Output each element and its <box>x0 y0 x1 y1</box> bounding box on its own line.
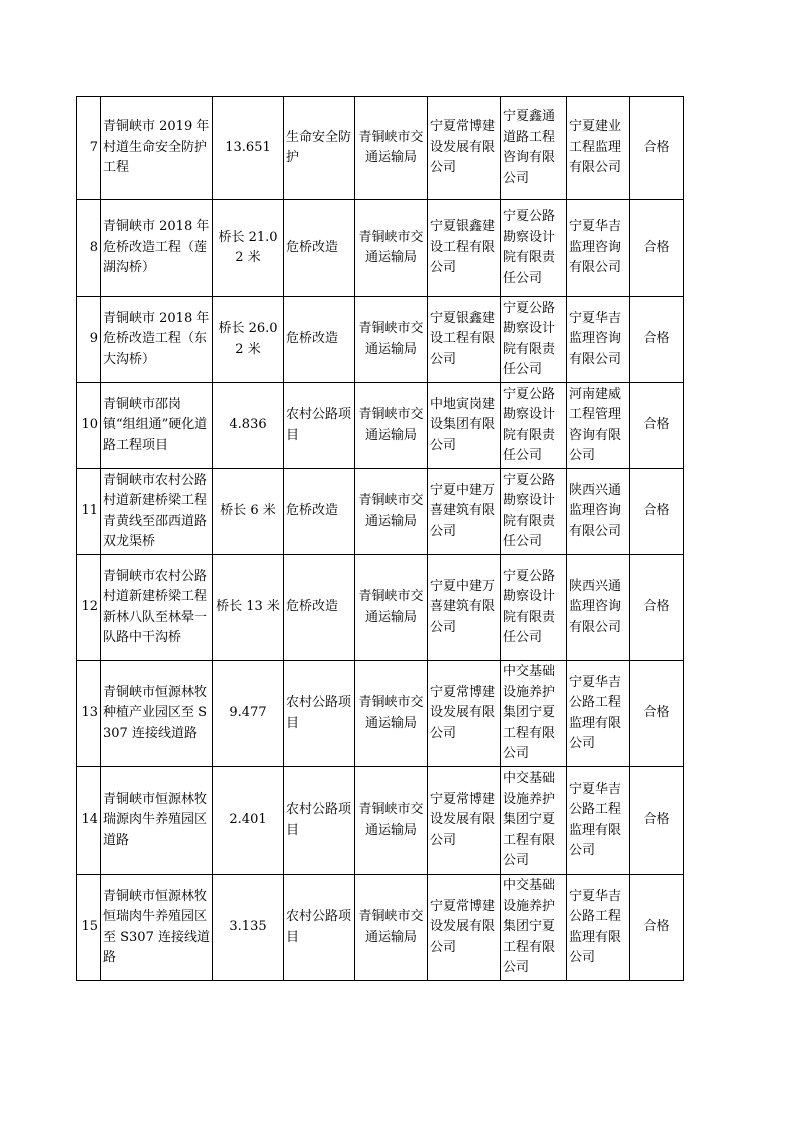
project-type-cell: 危桥改造 <box>284 469 355 555</box>
design-unit-cell: 宁夏公路勘察设计院有限责任公司 <box>501 297 567 383</box>
project-scale-cell: 桥长 21.02 米 <box>213 200 284 297</box>
owner-unit-cell: 青铜峡市交通运输局 <box>355 469 428 555</box>
construction-unit-cell: 宁夏中建万喜建筑有限公司 <box>428 555 501 661</box>
inspection-result-cell: 合格 <box>630 297 684 383</box>
design-unit-cell: 宁夏鑫通道路工程咨询有限公司 <box>501 97 567 200</box>
project-table <box>76 96 684 981</box>
supervision-unit-cell: 宁夏华吉公路工程监理有限公司 <box>567 767 630 875</box>
supervision-unit-cell: 宁夏华吉监理咨询有限公司 <box>567 200 630 297</box>
project-name-cell: 青铜峡市邵岗镇“组组通”硬化道路工程项目 <box>101 383 213 469</box>
project-scale-cell: 4.836 <box>213 383 284 469</box>
table-row <box>77 297 684 383</box>
construction-unit-cell: 宁夏常博建设发展有限公司 <box>428 97 501 200</box>
project-type-cell: 危桥改造 <box>284 555 355 661</box>
owner-unit-cell: 青铜峡市交通运输局 <box>355 97 428 200</box>
design-unit-cell: 宁夏公路勘察设计院有限责任公司 <box>501 469 567 555</box>
owner-unit-cell: 青铜峡市交通运输局 <box>355 555 428 661</box>
project-type-cell: 危桥改造 <box>284 200 355 297</box>
design-unit-cell: 宁夏公路勘察设计院有限责任公司 <box>501 555 567 661</box>
construction-unit-cell: 宁夏常博建设发展有限公司 <box>428 661 501 767</box>
row-number-cell: 10 <box>77 383 101 469</box>
owner-unit-cell: 青铜峡市交通运输局 <box>355 200 428 297</box>
project-name-cell: 青铜峡市农村公路村道新建桥梁工程青黄线至邵西道路双龙渠桥 <box>101 469 213 555</box>
construction-unit-cell: 宁夏常博建设发展有限公司 <box>428 875 501 981</box>
owner-unit-cell: 青铜峡市交通运输局 <box>355 875 428 981</box>
inspection-result-cell: 合格 <box>630 469 684 555</box>
construction-unit-cell: 中地寅岗建设集团有限公司 <box>428 383 501 469</box>
supervision-unit-cell: 宁夏华吉公路工程监理有限公司 <box>567 875 630 981</box>
design-unit-cell: 宁夏公路勘察设计院有限责任公司 <box>501 200 567 297</box>
project-scale-cell: 9.477 <box>213 661 284 767</box>
table-row <box>77 97 684 200</box>
design-unit-cell: 宁夏公路勘察设计院有限责任公司 <box>501 383 567 469</box>
owner-unit-cell: 青铜峡市交通运输局 <box>355 383 428 469</box>
table-row <box>77 661 684 767</box>
owner-unit-cell: 青铜峡市交通运输局 <box>355 297 428 383</box>
project-type-cell: 生命安全防护 <box>284 97 355 200</box>
row-number-cell: 13 <box>77 661 101 767</box>
table-row <box>77 555 684 661</box>
project-type-cell: 农村公路项目 <box>284 661 355 767</box>
table-body <box>77 97 684 981</box>
project-name-cell: 青铜峡市 2019 年村道生命安全防护工程 <box>101 97 213 200</box>
inspection-result-cell: 合格 <box>630 97 684 200</box>
construction-unit-cell: 宁夏银鑫建设工程有限公司 <box>428 200 501 297</box>
project-scale-cell: 桥长 6 米 <box>213 469 284 555</box>
project-scale-cell: 2.401 <box>213 767 284 875</box>
construction-unit-cell: 宁夏常博建设发展有限公司 <box>428 767 501 875</box>
inspection-result-cell: 合格 <box>630 383 684 469</box>
row-number-cell: 11 <box>77 469 101 555</box>
design-unit-cell: 中交基础设施养护集团宁夏工程有限公司 <box>501 875 567 981</box>
inspection-result-cell: 合格 <box>630 555 684 661</box>
supervision-unit-cell: 河南建威工程管理咨询有限公司 <box>567 383 630 469</box>
project-name-cell: 青铜峡市 2018 年危桥改造工程（东大沟桥） <box>101 297 213 383</box>
supervision-unit-cell: 宁夏建业工程监理有限公司 <box>567 97 630 200</box>
project-type-cell: 危桥改造 <box>284 297 355 383</box>
inspection-result-cell: 合格 <box>630 200 684 297</box>
table-row <box>77 200 684 297</box>
inspection-result-cell: 合格 <box>630 875 684 981</box>
supervision-unit-cell: 宁夏华吉公路工程监理有限公司 <box>567 661 630 767</box>
construction-unit-cell: 宁夏银鑫建设工程有限公司 <box>428 297 501 383</box>
project-scale-cell: 桥长 26.02 米 <box>213 297 284 383</box>
project-scale-cell: 3.135 <box>213 875 284 981</box>
table-row <box>77 383 684 469</box>
supervision-unit-cell: 陕西兴通监理咨询有限公司 <box>567 555 630 661</box>
row-number-cell: 12 <box>77 555 101 661</box>
project-name-cell: 青铜峡市恒源林牧种植产业园区至 S307 连接线道路 <box>101 661 213 767</box>
row-number-cell: 7 <box>77 97 101 200</box>
design-unit-cell: 中交基础设施养护集团宁夏工程有限公司 <box>501 661 567 767</box>
supervision-unit-cell: 宁夏华吉监理咨询有限公司 <box>567 297 630 383</box>
table-row <box>77 875 684 981</box>
row-number-cell: 8 <box>77 200 101 297</box>
project-name-cell: 青铜峡市恒源林牧瑞源肉牛养殖园区道路 <box>101 767 213 875</box>
project-scale-cell: 13.651 <box>213 97 284 200</box>
project-type-cell: 农村公路项目 <box>284 767 355 875</box>
inspection-result-cell: 合格 <box>630 767 684 875</box>
project-type-cell: 农村公路项目 <box>284 383 355 469</box>
project-name-cell: 青铜峡市 2018 年危桥改造工程（莲湖沟桥） <box>101 200 213 297</box>
row-number-cell: 15 <box>77 875 101 981</box>
owner-unit-cell: 青铜峡市交通运输局 <box>355 661 428 767</box>
row-number-cell: 9 <box>77 297 101 383</box>
project-scale-cell: 桥长 13 米 <box>213 555 284 661</box>
table-row <box>77 469 684 555</box>
project-name-cell: 青铜峡市农村公路村道新建桥梁工程新林八队至林晕一队路中干沟桥 <box>101 555 213 661</box>
inspection-result-cell: 合格 <box>630 661 684 767</box>
row-number-cell: 14 <box>77 767 101 875</box>
project-name-cell: 青铜峡市恒源林牧恒瑞肉牛养殖园区至 S307 连接线道路 <box>101 875 213 981</box>
project-type-cell: 农村公路项目 <box>284 875 355 981</box>
supervision-unit-cell: 陕西兴通监理咨询有限公司 <box>567 469 630 555</box>
construction-unit-cell: 宁夏中建万喜建筑有限公司 <box>428 469 501 555</box>
design-unit-cell: 中交基础设施养护集团宁夏工程有限公司 <box>501 767 567 875</box>
owner-unit-cell: 青铜峡市交通运输局 <box>355 767 428 875</box>
table-row <box>77 767 684 875</box>
